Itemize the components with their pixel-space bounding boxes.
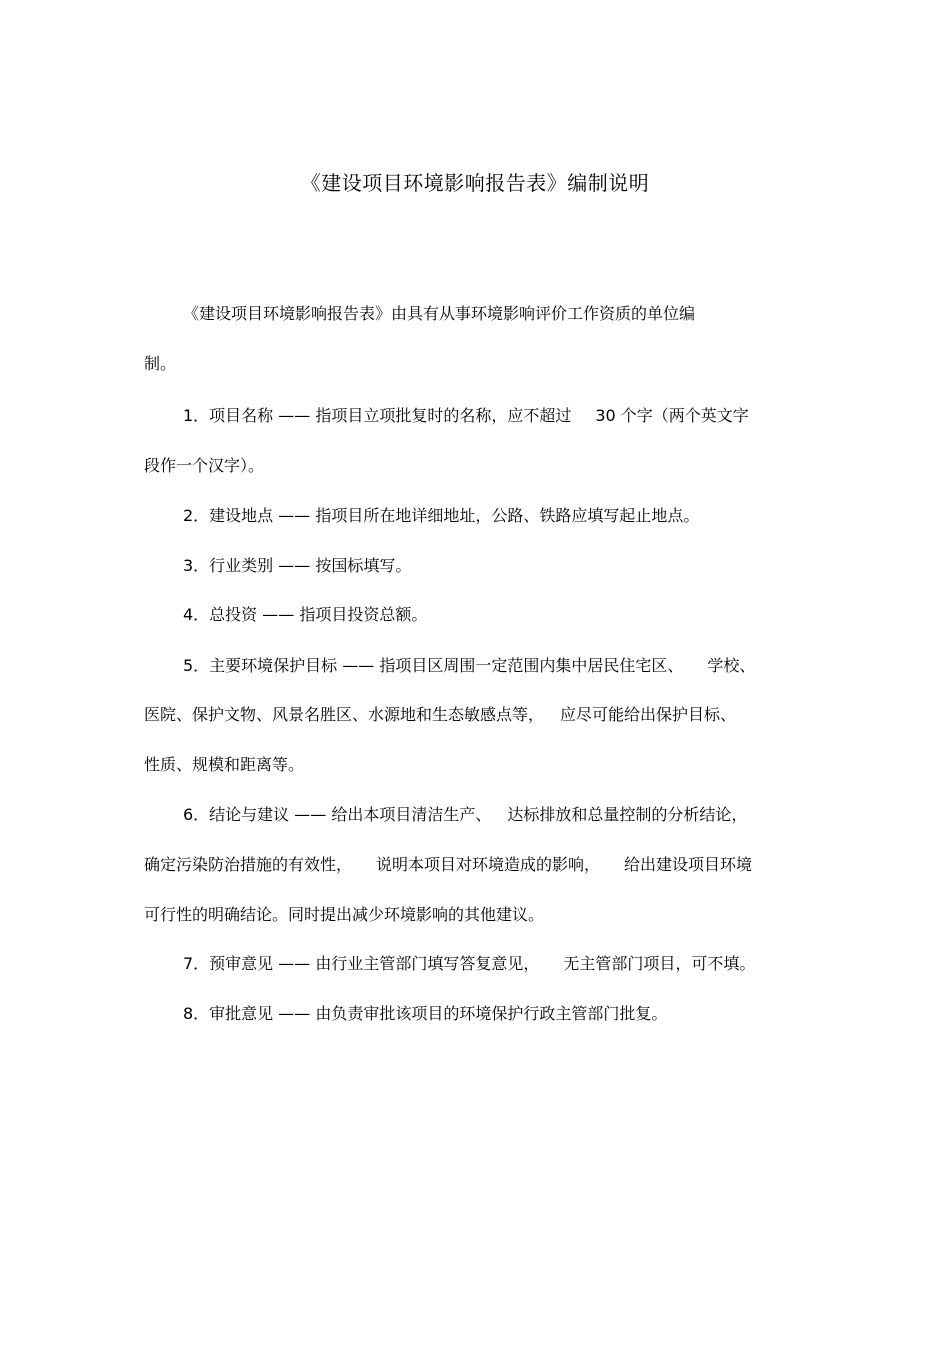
item-5-line-2 bbox=[144, 703, 736, 727]
item-5-line-3: 性质、规模和距离等。 bbox=[144, 755, 305, 774]
item-5-line-2-part-b: 应尽可能给出保护目标、 bbox=[560, 705, 737, 724]
item-1-line-1-part-a: 1．项目名称 —— 指项目立项批复时的名称，应不超过 bbox=[183, 406, 572, 425]
item-6-line-2-part-b: 说明本项目对环境造成的影响， bbox=[376, 855, 601, 874]
item-1-line-1-part-b: 30 个字（两个英文字 bbox=[595, 406, 749, 425]
item-8-line-1: 8．审批意见 —— 由负责审批该项目的环境保护行政主管部门批复。 bbox=[183, 1004, 668, 1023]
item-6-line-2 bbox=[144, 853, 752, 877]
document-title: 《建设项目环境影响报告表》编制说明 bbox=[300, 171, 650, 195]
item-3-line-1: 3．行业类别 —— 按国标填写。 bbox=[183, 556, 412, 575]
intro-line-1: 《建设项目环境影响报告表》由具有从事环境影响评价工作资质的单位编 bbox=[183, 304, 696, 323]
item-7-line-1 bbox=[183, 952, 755, 976]
item-5-line-2-part-a: 医院、保护文物、风景名胜区、水源地和生态敏感点等， bbox=[144, 705, 545, 724]
item-6-line-1-part-b: 达标排放和总量控制的分析结论， bbox=[507, 805, 748, 824]
item-7-line-1-part-a: 7．预审意见 —— 由行业主管部门填写答复意见， bbox=[183, 954, 540, 973]
item-7-line-1-part-b: 无主管部门项目，可不填。 bbox=[563, 954, 756, 973]
item-1-line-1 bbox=[183, 404, 749, 428]
item-5-line-1 bbox=[183, 654, 755, 678]
item-6-line-1 bbox=[183, 803, 747, 827]
item-5-line-1-part-a: 5．主要环境保护目标 —— 指项目区周围一定范围内集中居民住宅区、 bbox=[183, 656, 684, 675]
item-6-line-3: 可行性的明确结论。同时提出减少环境影响的其他建议。 bbox=[144, 905, 545, 924]
intro-line-2: 制。 bbox=[144, 354, 177, 373]
item-2-line-1: 2．建设地点 —— 指项目所在地详细地址，公路、铁路应填写起止地点。 bbox=[183, 506, 700, 525]
item-6-line-2-part-c: 给出建设项目环境 bbox=[624, 855, 753, 874]
item-1-line-2: 段作一个汉字）。 bbox=[144, 456, 265, 475]
item-4-line-1: 4．总投资 —— 指项目投资总额。 bbox=[183, 605, 428, 624]
item-5-line-1-part-b: 学校、 bbox=[707, 656, 756, 675]
item-6-line-1-part-a: 6．结论与建议 —— 给出本项目清洁生产、 bbox=[183, 805, 492, 824]
item-6-line-2-part-a: 确定污染防治措施的有效性， bbox=[144, 855, 353, 874]
